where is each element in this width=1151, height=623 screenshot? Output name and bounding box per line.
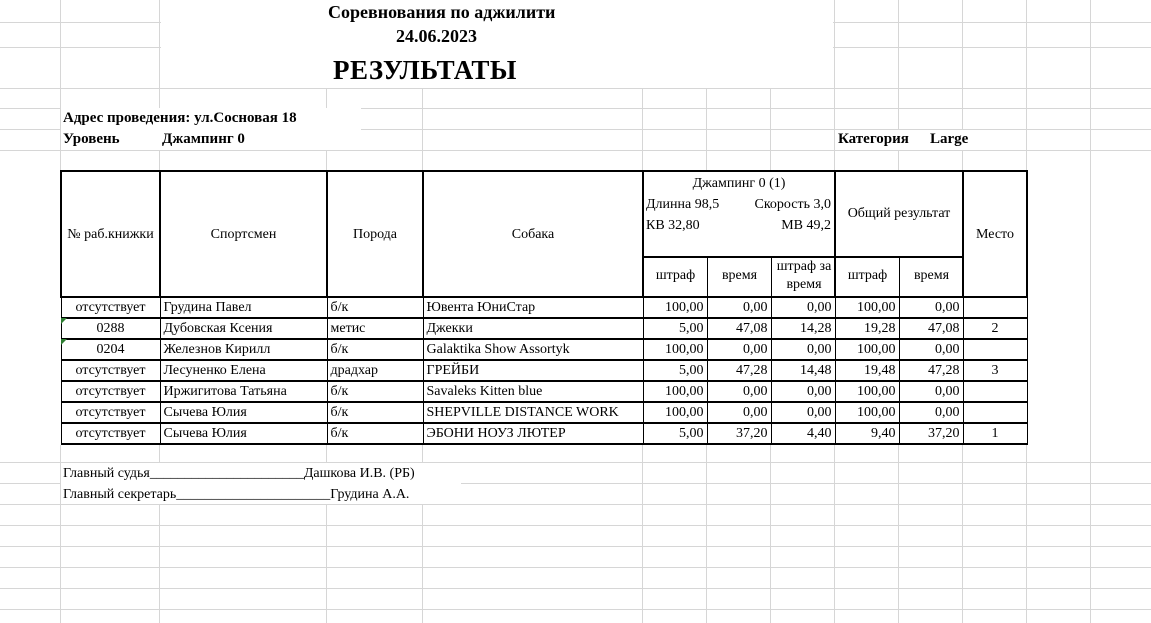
row-book-number: отсутствует [61,423,160,444]
row-time-penalty: 14,28 [771,318,835,339]
row-athlete: Лесуненко Елена [160,360,327,381]
row-book-number: отсутствует [61,297,160,318]
row-book-number: отсутствует [61,360,160,381]
row-penalty: 100,00 [643,297,707,318]
row-time-penalty: 14,48 [771,360,835,381]
row-total-time: 37,20 [899,423,963,444]
col-athlete-header: Спортсмен [160,171,327,297]
row-athlete: Грудина Павел [160,297,327,318]
row-time-penalty: 4,40 [771,423,835,444]
category-label: Категория [838,131,909,147]
row-total-penalty: 19,28 [835,318,899,339]
row-athlete: Сычева Юлия [160,402,327,423]
row-athlete: Дубовская Ксения [160,318,327,339]
cell-comment-marker [61,318,67,324]
competition-date: 24.06.2023 [396,26,477,46]
row-dog: SHEPVILLE DISTANCE WORK [423,402,643,423]
run-header [643,171,835,297]
total-time-header: время [913,268,950,283]
row-total-time: 0,00 [899,339,963,360]
row-book-number: 0204 [61,339,160,360]
results-title: РЕЗУЛЬТАТЫ [333,55,517,85]
col-book-header: № раб.книжки [61,171,160,297]
row-total-time: 47,08 [899,318,963,339]
row-breed: б/к [327,339,423,360]
run-speed: Скорость 3,0 [754,197,831,212]
col-breed-header: Порода [327,171,423,297]
level-value: Джампинг 0 [162,131,245,147]
row-time: 0,00 [707,381,771,402]
row-breed: метис [327,318,423,339]
row-total-penalty: 100,00 [835,381,899,402]
total-penalty-header: штраф [847,268,888,283]
row-penalty: 5,00 [643,423,707,444]
row-place: 3 [963,360,1027,381]
row-athlete: Иржигитова Татьяна [160,381,327,402]
row-breed: б/к [327,297,423,318]
row-total-penalty: 100,00 [835,402,899,423]
row-place [963,339,1027,360]
row-time-penalty: 0,00 [771,402,835,423]
row-penalty: 5,00 [643,318,707,339]
row-time-penalty: 0,00 [771,339,835,360]
total-header [835,171,963,297]
row-dog: ЭБОНИ НОУЗ ЛЮТЕР [423,423,643,444]
table-row [61,297,1027,318]
row-book-number: 0288 [61,318,160,339]
row-total-time: 0,00 [899,297,963,318]
category-value: Large [930,131,969,147]
table-row [61,360,1027,381]
row-breed: б/к [327,402,423,423]
run-title: Джампинг 0 (1) [692,176,786,191]
table-row [61,402,1027,423]
row-book-number: отсутствует [61,402,160,423]
row-time: 47,08 [707,318,771,339]
row-time: 0,00 [707,402,771,423]
run-time-penalty-header: штраф за время [776,259,832,292]
total-title: Общий результат [847,206,951,221]
row-place: 1 [963,423,1027,444]
row-total-penalty: 9,40 [835,423,899,444]
row-total-time: 47,28 [899,360,963,381]
run-penalty-header: штраф [655,268,696,283]
row-total-penalty: 100,00 [835,339,899,360]
competition-title: Соревнования по аджилити [328,2,556,22]
table-row [61,318,1027,339]
row-penalty: 100,00 [643,339,707,360]
row-place [963,297,1027,318]
row-time: 37,20 [707,423,771,444]
col-place-header: Место [963,171,1027,297]
row-penalty: 5,00 [643,360,707,381]
run-mv: МВ 49,2 [781,218,831,233]
row-athlete: Железнов Кирилл [160,339,327,360]
cell-comment-marker [61,339,67,345]
row-dog: Galaktika Show Assortyk [423,339,643,360]
row-total-penalty: 19,48 [835,360,899,381]
row-dog: Джекки [423,318,643,339]
col-dog-header: Собака [423,171,643,297]
row-penalty: 100,00 [643,402,707,423]
table-row [61,423,1027,444]
row-time-penalty: 0,00 [771,297,835,318]
row-total-time: 0,00 [899,381,963,402]
run-kv: КВ 32,80 [646,218,700,233]
row-time: 0,00 [707,339,771,360]
row-time: 0,00 [707,297,771,318]
address: Адрес проведения: ул.Сосновая 18 [63,110,297,126]
row-total-penalty: 100,00 [835,297,899,318]
row-breed: драдхар [327,360,423,381]
row-breed: б/к [327,423,423,444]
row-total-time: 0,00 [899,402,963,423]
row-dog: ГРЕЙБИ [423,360,643,381]
chief-secretary: Главный секретарь______________________Грудина А.А. [63,487,410,502]
row-penalty: 100,00 [643,381,707,402]
row-book-number: отсутствует [61,381,160,402]
run-time-header: время [721,268,758,283]
level-label: Уровень [63,131,120,147]
table-row [61,381,1027,402]
row-place: 2 [963,318,1027,339]
row-place [963,402,1027,423]
table-row [61,339,1027,360]
row-breed: б/к [327,381,423,402]
row-time-penalty: 0,00 [771,381,835,402]
results-table [60,170,1028,445]
row-athlete: Сычева Юлия [160,423,327,444]
row-dog: Ювента ЮниСтар [423,297,643,318]
run-length: Длинна 98,5 [646,197,720,212]
row-place [963,381,1027,402]
row-dog: Savaleks Kitten blue [423,381,643,402]
chief-judge: Главный судья______________________Дашкова И.В. (РБ) [63,466,415,481]
row-time: 47,28 [707,360,771,381]
